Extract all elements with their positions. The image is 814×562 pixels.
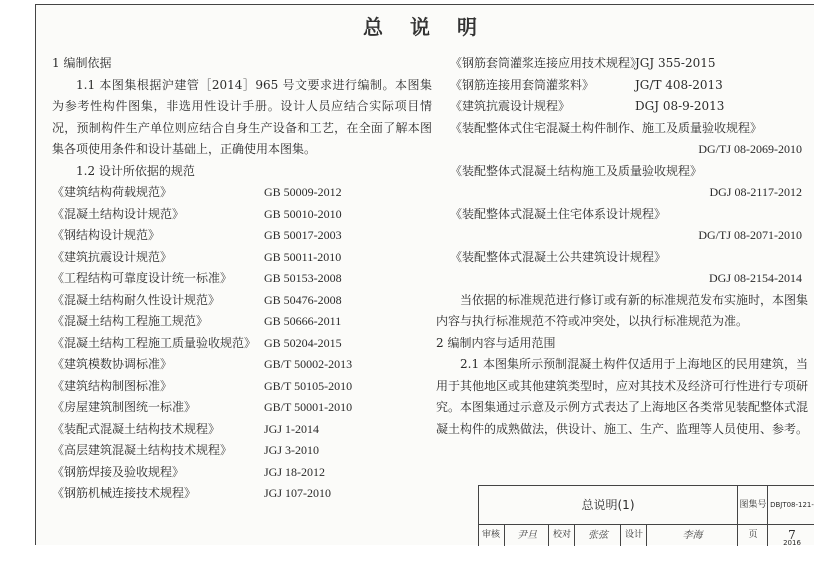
standard-name: 《装配整体式混凝土公共建筑设计规程》 xyxy=(450,249,667,264)
standards-list xyxy=(52,182,432,505)
standard-row xyxy=(52,290,432,312)
standard-row xyxy=(436,53,808,75)
check-label: 校对 xyxy=(548,525,575,546)
standard-code: GB/T 50001-2010 xyxy=(264,400,353,414)
design-signature: 李海 xyxy=(646,525,738,546)
standard-code: GB 50666-2011 xyxy=(264,314,342,328)
standard-code: GB 50009-2012 xyxy=(264,185,342,199)
standard-row xyxy=(52,311,432,333)
standard-name: 《混凝土结构工程施工质量验收规范》 xyxy=(52,335,257,350)
standard-name: 《混凝土结构设计规范》 xyxy=(52,206,185,221)
standard-code: DGJ 08-2154-2014 xyxy=(709,271,802,285)
standard-row xyxy=(52,247,432,269)
check-signature: 张弦 xyxy=(574,525,621,546)
standard-name: 《装配整体式住宅混凝土构件制作、施工及质量验收规程》 xyxy=(450,120,763,135)
standard-code: JG/T 408-2013 xyxy=(635,77,723,92)
standard-code: JGJ 355-2015 xyxy=(635,56,716,70)
standard-code: GB 50153-2008 xyxy=(264,271,342,285)
clause-1-1 xyxy=(52,75,432,161)
standard-name: 《建筑结构荷载规范》 xyxy=(52,185,173,199)
standard-row xyxy=(52,376,432,398)
left-column xyxy=(52,53,432,505)
standard-code: GB 50017-2003 xyxy=(264,228,342,242)
standard-name: 《钢筋焊接及验收规程》 xyxy=(52,464,185,479)
standard-code: GB/T 50002-2013 xyxy=(264,357,353,371)
standard-row xyxy=(52,397,432,419)
standard-row xyxy=(436,96,808,118)
standard-name: 《装配整体式混凝土住宅体系设计规程》 xyxy=(450,206,667,221)
standard-code: JGJ 18-2012 xyxy=(264,464,326,479)
review-label: 审核 xyxy=(481,530,500,540)
standard-name: 《建筑模数协调标准》 xyxy=(52,357,173,371)
standard-name: 《混凝土结构耐久性设计规范》 xyxy=(52,292,221,307)
section2-heading: 2 编制内容与适用范围 xyxy=(436,335,556,350)
standard-code: JGJ 1-2014 xyxy=(264,421,320,436)
title-block xyxy=(478,485,814,546)
standard-name: 《装配式混凝土结构技术规程》 xyxy=(52,421,221,436)
standard-name: 《工程结构可靠度设计统一标准》 xyxy=(52,271,233,285)
clause-1-2: 1.2 设计所依据的规范 xyxy=(76,163,195,178)
standard-row xyxy=(52,182,432,204)
drawing-sheet xyxy=(35,4,814,545)
standard-code: GB 50476-2008 xyxy=(264,292,342,307)
standard-code: GB 50010-2010 xyxy=(264,206,342,221)
standard-name: 《钢筋机械连接技术规程》 xyxy=(52,486,197,500)
standard-code: JGJ 107-2010 xyxy=(264,486,332,500)
section1-heading: 1 编制依据 xyxy=(52,56,112,70)
standard-row xyxy=(52,462,432,484)
standard-row xyxy=(52,225,432,247)
standard-name: 《钢结构设计规范》 xyxy=(52,228,161,242)
standard-code: GB/T 50105-2010 xyxy=(264,378,353,393)
standard-name: 《建筑抗震设计规程》 xyxy=(450,99,571,113)
standard-row xyxy=(52,483,432,505)
clause-1-1-first: 1.1 本图集根据沪建管［2014］965 号文要求进行编制。 xyxy=(76,77,395,92)
standard-code: GB 50204-2015 xyxy=(264,335,342,350)
standard-row xyxy=(52,440,432,462)
standard-name: 《钢筋连接用套筒灌浆料》 xyxy=(450,77,595,92)
revision-note: 当依据的标准规范进行修订或有新的标准规范发布实施时，本图集内容与执行标准规范不符或冲突处，以执行标准规范为准。 xyxy=(436,292,809,328)
page-label: 页 xyxy=(737,525,768,546)
review-signature: 尹旦 xyxy=(504,525,549,546)
standard-name: 《房屋建筑制图统一标准》 xyxy=(52,400,197,414)
standard-code: DGJ 08-2117-2012 xyxy=(709,185,802,199)
standard-name: 《建筑抗震设计规范》 xyxy=(52,249,173,264)
right-column xyxy=(436,53,808,440)
standard-name: 《混凝土结构工程施工规范》 xyxy=(52,314,209,328)
standard-row xyxy=(52,268,432,290)
standard-code: GB 50011-2010 xyxy=(264,249,342,264)
standard-row xyxy=(436,75,808,97)
page-title: 总 说 明 xyxy=(363,15,487,39)
clause-2-1: 2.1 本图集所示预制混凝土构件仅适用于上海地区的民用建筑，当用于其他地区或其他建筑类型时，应对其技术及经济可行性进行专项研究。本图集通过示意及示例方式表达了上海地区各类常见装配整体式混凝土构件的成熟做法，供设计、施工、生产、监理等人员使用、参考。 xyxy=(436,357,809,436)
atlas-no-label: 图集号 xyxy=(737,486,768,524)
standard-row xyxy=(52,419,432,441)
standard-row xyxy=(52,204,432,226)
page-number: 7 xyxy=(767,525,814,546)
standard-code: DG/TJ 08-2071-2010 xyxy=(698,228,802,242)
drawing-title: 总说明(1) xyxy=(581,498,635,512)
standard-row xyxy=(52,333,432,355)
standard-name: 《建筑结构制图标准》 xyxy=(52,378,173,393)
standard-code: DG/TJ 08-2069-2010 xyxy=(698,142,802,156)
standard-name: 《钢筋套筒灌浆连接应用技术规程》 xyxy=(450,56,643,70)
standard-name: 《高层建筑混凝土结构技术规程》 xyxy=(52,443,233,457)
standard-code: DGJ 08-9-2013 xyxy=(635,99,725,113)
standard-row xyxy=(52,354,432,376)
standard-code: JGJ 3-2010 xyxy=(264,443,320,457)
clause-1-1-rest: 本图集为参考性构件图集，非选用性设计手册。设计人员应结合实际项目情况，预制构件生产单位则应结合自身生产设备和工艺，在全面了解本图集各项使用条件和设计基础上，正确使用本图集。 xyxy=(52,77,432,156)
design-label: 设计 xyxy=(620,525,647,546)
atlas-no: DBJT08-121-2016 xyxy=(767,486,814,524)
standard-name: 《装配整体式混凝土结构施工及质量验收规程》 xyxy=(450,163,703,178)
